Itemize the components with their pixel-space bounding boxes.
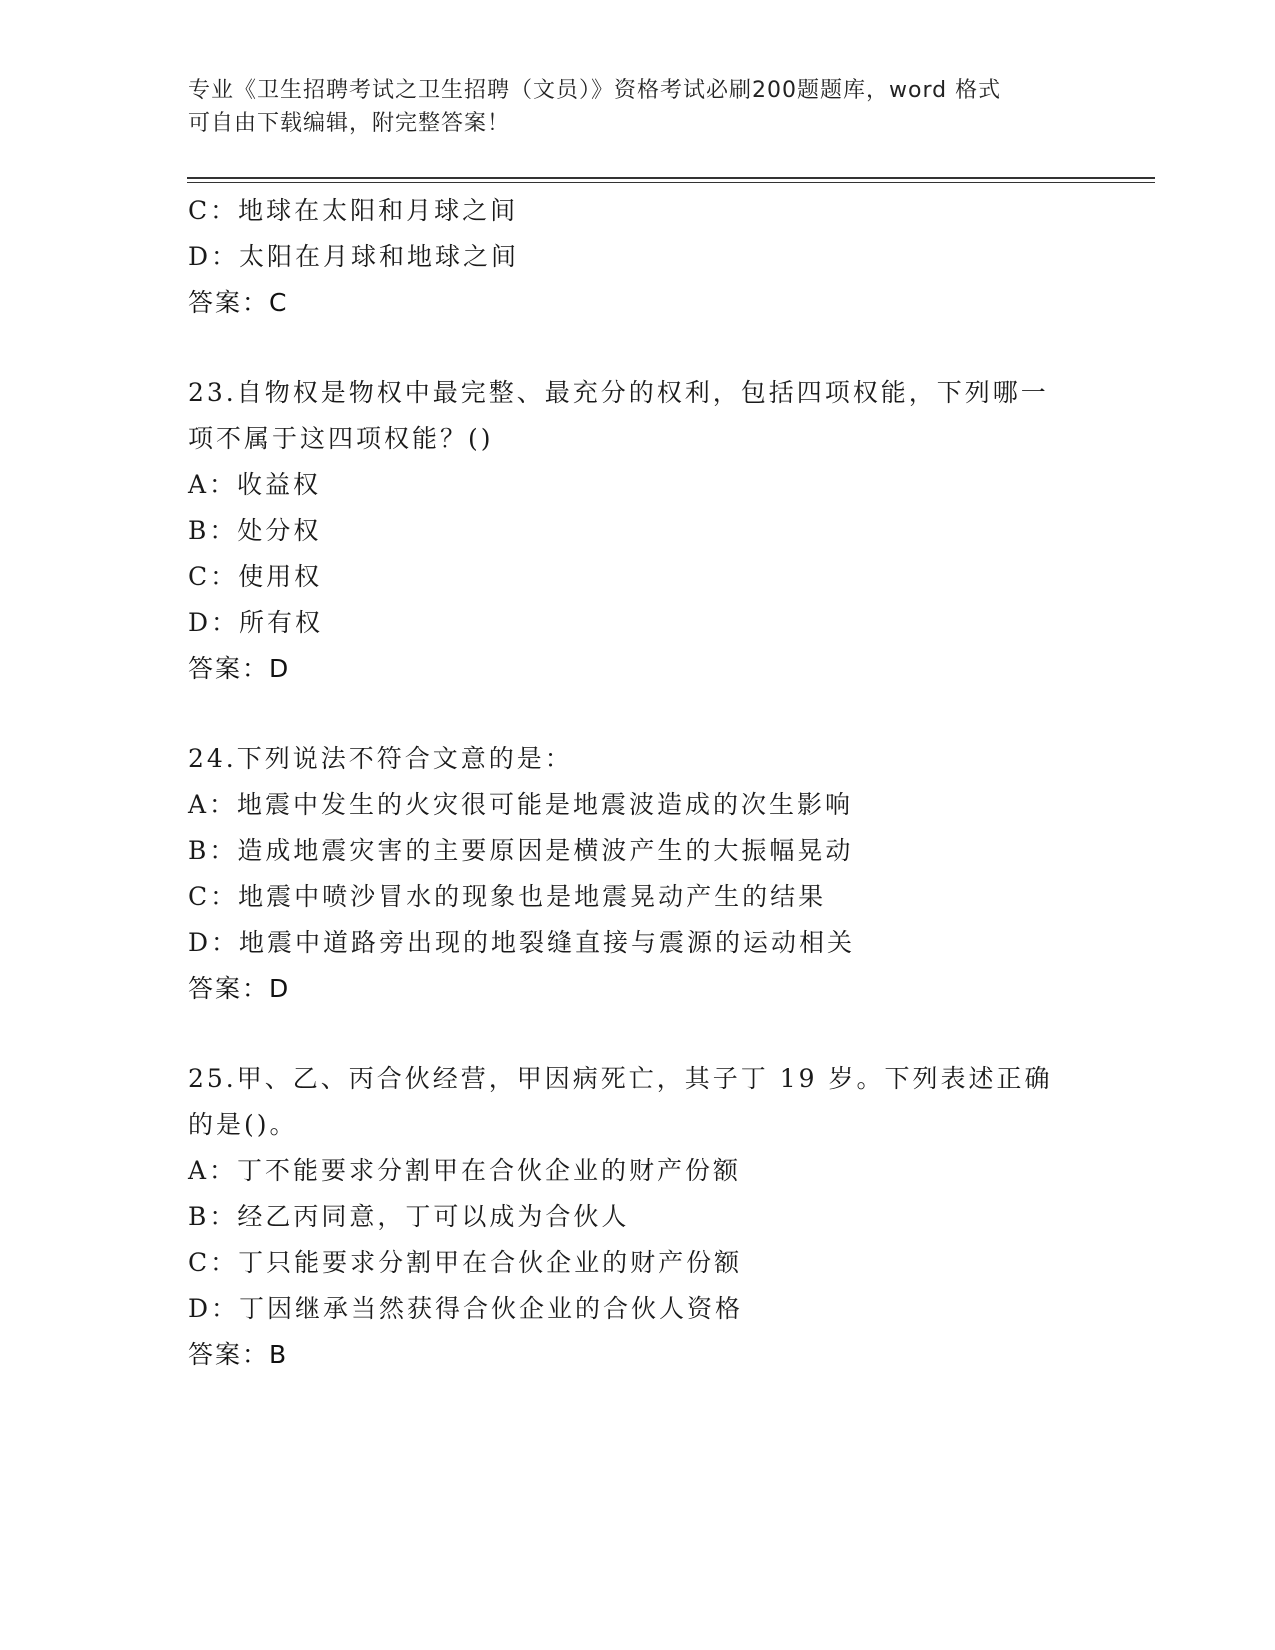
option-d: D：丁因继承当然获得合伙企业的合伙人资格 — [188, 1294, 744, 1323]
option-a: A：收益权 — [188, 470, 322, 499]
question-list — [188, 188, 1088, 1378]
question-block-23 — [188, 370, 1088, 692]
question-stem-continued: 项不属于这四项权能？() — [188, 424, 494, 453]
option-c: C：地球在太阳和月球之间 — [188, 196, 519, 225]
question-block-prev — [188, 188, 1088, 326]
spacer — [188, 326, 1088, 370]
question-stem: 25.甲、乙、丙合伙经营，甲因病死亡，其子丁 19 岁。下列表述正确 — [188, 1064, 1053, 1093]
option-c: C：地震中喷沙冒水的现象也是地震晃动产生的结果 — [188, 882, 827, 911]
option-c: C：使用权 — [188, 562, 323, 591]
question-block-25 — [188, 1056, 1088, 1378]
question-stem: 24.下列说法不符合文意的是： — [188, 744, 573, 773]
option-a: A：丁不能要求分割甲在合伙企业的财产份额 — [188, 1156, 742, 1185]
spacer — [188, 1012, 1088, 1056]
answer-line: 答案：C — [188, 288, 289, 317]
spacer — [188, 692, 1088, 736]
answer-line: 答案：B — [188, 1340, 289, 1369]
option-d: D：太阳在月球和地球之间 — [188, 242, 520, 271]
answer-line: 答案：D — [188, 974, 291, 1003]
option-d: D：所有权 — [188, 608, 324, 637]
question-stem: 23.自物权是物权中最完整、最充分的权利，包括四项权能，下列哪一 — [188, 378, 1049, 407]
header-line-1: 专业《卫生招聘考试之卫生招聘（文员）》资格考试必刷200题题库，word 格式 — [188, 78, 1002, 103]
answer-line: 答案：D — [188, 654, 291, 683]
document-header — [188, 74, 1088, 140]
header-line-2: 可自由下载编辑，附完整答案！ — [188, 111, 511, 136]
option-d: D：地震中道路旁出现的地裂缝直接与震源的运动相关 — [188, 928, 856, 957]
option-b: B：经乙丙同意，丁可以成为合伙人 — [188, 1202, 630, 1231]
option-a: A：地震中发生的火灾很可能是地震波造成的次生影响 — [188, 790, 854, 819]
option-b: B：造成地震灾害的主要原因是横波产生的大振幅晃动 — [188, 836, 854, 865]
header-divider — [187, 177, 1155, 183]
question-block-24 — [188, 736, 1088, 1012]
question-stem-continued: 的是()。 — [188, 1110, 298, 1139]
option-c: C：丁只能要求分割甲在合伙企业的财产份额 — [188, 1248, 743, 1277]
option-b: B：处分权 — [188, 516, 322, 545]
